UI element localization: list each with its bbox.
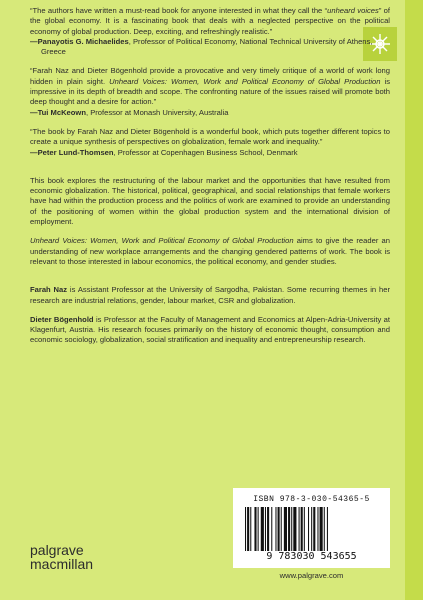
barcode-number: 9 783030 543655 (266, 551, 357, 562)
book-title: Unheard Voices: Women, Work and Political Economy of Global Production (30, 236, 294, 246)
author-name: Farah Naz (30, 285, 68, 295)
quote-1: “The authors have written a must-read book for anyone interested in what they call the “unheard voices” of the global economy. It is a fascinating book that deals with a neglected perspective on the political economy of global production. Deep, exciting, and refreshingly realistic.” (30, 6, 390, 36)
quote-2: “Farah Naz and Dieter Bögenhold provide a provocative and very timely critique of a world of work long hidden in plain sight. Unheard Voices: Women, Work and Political Economy of Global Production is impressive in its depth of breadth and scope. The confronting nature of the issues raised will promote both deep thought and a desire for action.” (30, 66, 390, 107)
author-bio-2: Dieter Bögenhold is Professor at the Faculty of Management and Economics at Alpen-Adria-University at Klagenfurt, Austria. His research focuses primarily on the history of economic thought, consumption and economic sociology, globalization, social stratification and inequality and entrepreneurship research. (30, 314, 390, 345)
publisher-name-line-2: macmillan (30, 556, 94, 572)
author-bio-1: Farah Naz is Assistant Professor at the University of Sargodha, Pakistan. Some recurring themes in her research are industrial relations, gender, labour market, CSR and globalization. (30, 285, 390, 305)
quote-author: —Tui McKeown (30, 107, 86, 117)
quote-3: “The book by Farah Naz and Dieter Bögenhold is a wonderful book, which puts together different topics to create a unique synthesis of perspectives on globalization, female work and inequality.” (30, 126, 390, 147)
publisher-name-line-1: palgrave (30, 542, 84, 558)
publisher-logo (30, 543, 93, 571)
barcode-panel (233, 488, 390, 568)
quote-1-attribution: —Panayotis G. Michaelides, Professor of Political Economy, National Technical University of Athens, Greece (30, 36, 373, 57)
description-paragraph-2: Unheard Voices: Women, Work and Political Economy of Global Production aims to give the reader an understanding of new workplace arrangements and the changing gendered patterns of work. The book is relevant to those interested in labour economics, the political economy, and gender studies. (30, 236, 390, 266)
quote-2-attribution: —Tui McKeown, Professor at Monash University, Australia (30, 107, 229, 117)
barcode (243, 507, 380, 551)
description-paragraph-1: This book explores the restructuring of the labour market and the opportunities that have resulted from economic globalization. The historical, political, geographical, and social relationships that female workers have had within the production process and the politics of work are examined to provide an understanding of the positioning of women within the global production system and the international division of employment. (30, 175, 390, 227)
quote-author: —Panayotis G. Michaelides (30, 36, 129, 46)
book-spine-edge (405, 0, 423, 600)
isbn-label: ISBN 978-3-030-54365-5 (253, 495, 370, 504)
quote-3-attribution: —Peter Lund-Thomsen, Professor at Copenhagen Business School, Denmark (30, 147, 298, 157)
author-name: Dieter Bögenhold (30, 314, 94, 324)
quote-author: —Peter Lund-Thomsen (30, 147, 114, 157)
back-cover-text (30, 6, 390, 355)
publisher-website: www.palgrave.com (279, 571, 344, 580)
